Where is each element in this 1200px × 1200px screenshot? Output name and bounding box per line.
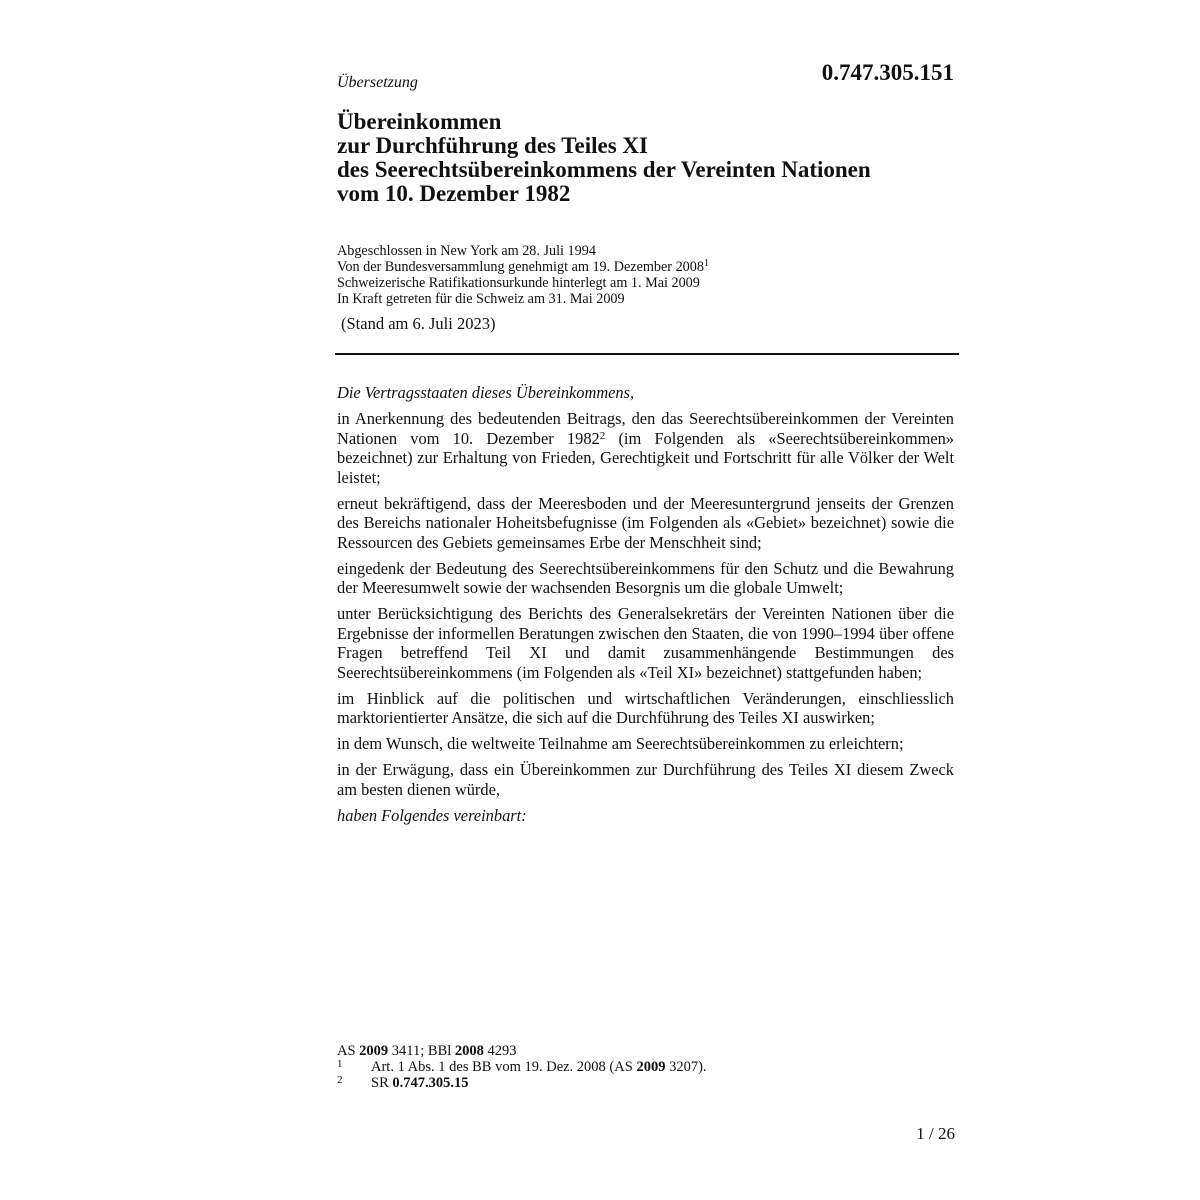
preamble-paragraph: im Hinblick auf die politischen und wirtschaftlichen Veränderungen, einschliesslich marktorientierter Ansätze, die sich auf die Durchführung des Teiles XI auswirken;: [337, 688, 954, 727]
approved-line: Von der Bundesversammlung genehmigt am 19. Dezember 2008$^1$: [337, 258, 709, 275]
sr-link[interactable]: 0.747.305.15: [392, 1075, 469, 1091]
official-collection-ref: AS 2009 3411; BBl 2008 4293: [337, 1043, 517, 1059]
status-date: (Stand am 6. Juli 2023): [341, 314, 496, 333]
preamble-closing: haben Folgendes vereinbart:: [337, 805, 527, 825]
concluded-line: Abgeschlossen in New York am 28. Juli 1994: [337, 243, 596, 259]
preamble-paragraph: in Anerkennung des bedeutenden Beitrags, den das Seerechtsübereinkommen der Vereinten Nationen vom 10. Dezember 1982$^2$ (im Folgenden als «Seerechtsübereinkommen» bezeichnet) zur Erhaltung von Frieden, Gerechtigkeit und Fortschritt für alle Völker der Welt leistet;: [337, 409, 954, 487]
footnote-2: 2 SR 0.747.305.15: [337, 1074, 469, 1091]
footnote-ref[interactable]: 2: [599, 429, 606, 442]
ratified-line: Schweizerische Ratifikationsurkunde hinterlegt am 1. Mai 2009: [337, 275, 700, 291]
page-number: 1 / 26: [916, 1124, 955, 1143]
preamble-paragraph: in der Erwägung, dass ein Übereinkommen zur Durchführung des Teiles XI diesem Zweck am besten dienen würde,: [337, 760, 954, 799]
preamble-intro: Die Vertragsstaaten dieses Übereinkommens,: [337, 383, 635, 402]
footnote-number: 1: [337, 1058, 343, 1070]
translation-label: Übersetzung: [337, 74, 418, 91]
preamble: [337, 383, 954, 832]
title-line: zur Durchführung des Teiles XI: [337, 133, 648, 158]
footnotes: [337, 1043, 957, 1091]
footnote-ref[interactable]: 1: [703, 258, 709, 269]
divider: [335, 353, 959, 355]
preamble-paragraph: erneut bekräftigend, dass der Meeresboden und der Meeresuntergrund jenseits der Grenzen des Bereichs nationaler Hoheitsbefugnisse (im Folgenden als «Gebiet» bezeichnet) sowie die Ressourcen des Gebiets gemeinsames Erbe der Menschheit sind;: [337, 493, 954, 552]
document-title: [337, 110, 977, 206]
preamble-paragraph: in dem Wunsch, die weltweite Teilnahme am Seerechtsübereinkommen zu erleichtern;: [337, 734, 904, 753]
footnote-1: 1 Art. 1 Abs. 1 des BB vom 19. Dez. 2008 (AS 2009 3207).: [337, 1058, 707, 1075]
footnote-number: 2: [337, 1074, 343, 1086]
title-line: vom 10. Dezember 1982: [337, 181, 571, 206]
title-line: Übereinkommen: [337, 109, 502, 134]
preamble-paragraph: eingedenk der Bedeutung des Seerechtsübereinkommens für den Schutz und die Bewahrung der Meeresumwelt sowie der wachsenden Besorgnis um die globale Umwelt;: [337, 558, 954, 597]
sr-number: 0.747.305.151: [821, 60, 954, 85]
preamble-paragraph: unter Berücksichtigung des Berichts des Generalsekretärs der Vereinten Nationen über die Ergebnisse der informellen Beratungen zwischen den Staaten, die von 1990–1994 über offene Fragen betreffend Teil XI und damit zusammenhängende Bestimmungen des Seerechtsübereinkommens (im Folgenden als «Teil XI» bezeichnet) stattgefunden haben;: [337, 604, 954, 682]
title-line: des Seerechtsübereinkommens der Vereinten Nationen: [337, 157, 871, 182]
treaty-metadata: [337, 243, 977, 307]
in-force-line: In Kraft getreten für die Schweiz am 31. Mai 2009: [337, 291, 625, 307]
